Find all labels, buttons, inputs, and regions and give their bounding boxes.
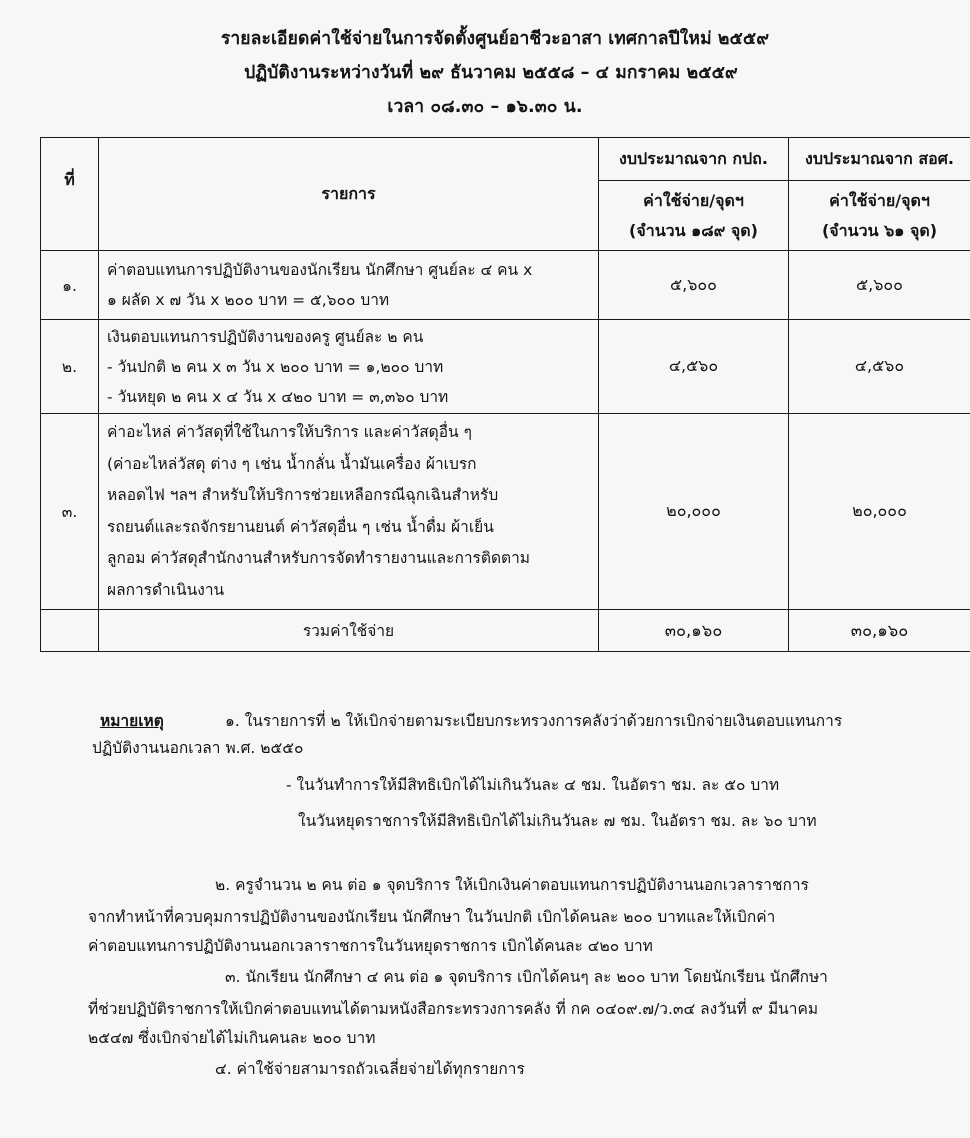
note-4-line-1: ๔. ค่าใช้จ่ายสามารถถัวเฉลี่ยจ่ายได้ทุกรายการ (215, 1060, 525, 1078)
row-item-line: - วันปกติ ๒ คน x ๓ วัน x ๒๐๐ บาท = ๑,๒๐๐ บาท (107, 357, 444, 376)
row-no: ๓. (41, 414, 99, 610)
budget2-sub2: (จำนวน ๖๑ จุด) (821, 220, 938, 240)
note-3-line-1: ๓. นักเรียน นักศึกษา ๔ คน ต่อ ๑ จุดบริการ เบิกได้คนๆ ละ ๒๐๐ บาท โดยนักเรียน นักศึกษา (225, 968, 828, 986)
row-item-line: ลูกอม ค่าวัสดุสำนักงานสำหรับการจัดทำรายงานและการติดตาม (107, 549, 531, 567)
row-item (99, 320, 599, 414)
note-3-line-2: ที่ช่วยปฏิบัติราชการให้เบิกค่าตอบแทนได้ตามหนังสือกระทรวงการคลัง ที่ กค ๐๔๐๙.๗/ว.๓๔ ลงวันที่ ๙ มีนาคม (88, 1000, 819, 1018)
total-label: รวมค่าใช้จ่าย (99, 610, 599, 652)
table-row (41, 320, 970, 414)
row-item-line: - วันหยุด ๒ คน x ๔ วัน x ๔๒๐ บาท = ๓,๓๖๐ บาท (107, 387, 449, 406)
row-item-line: ค่าอะไหล่ ค่าวัสดุที่ใช้ในการให้บริการ และค่าวัสดุอื่น ๆ (107, 423, 472, 441)
row-budget2: ๔,๕๖๐ (789, 320, 970, 414)
table-row (41, 251, 970, 320)
budget2-sub1: ค่าใช้จ่าย/จุดฯ (829, 190, 930, 210)
note-3-line-3: ๒๕๔๗ ซึ่งเบิกจ่ายได้ไม่เกินคนละ ๒๐๐ บาท (88, 1029, 376, 1047)
row-item-line: ค่าตอบแทนการปฏิบัติงานของนักเรียน นักศึกษา ศูนย์ละ ๔ คน x (107, 261, 533, 279)
budget1-sub2: (จำนวน ๑๘๙ จุด) (629, 220, 758, 240)
row-item (99, 414, 599, 610)
row-budget1: ๕,๖๐๐ (599, 251, 789, 320)
header-budget2-sub (789, 181, 970, 251)
row-no: ๑. (41, 251, 99, 320)
row-item-line: รถยนต์และรถจักรยานยนต์ ค่าวัสดุอื่น ๆ เช่น น้ำดื่ม ผ้าเย็น (107, 517, 494, 536)
row-item (99, 251, 599, 320)
note-2-line-2: จากทำหน้าที่ควบคุมการปฏิบัติงานของนักเรียน นักศึกษา ในวันปกติ เบิกได้คนละ ๒๐๐ บาทและให้เบิกค่า (88, 908, 776, 926)
header-budget1-title: งบประมาณจาก กปถ. (599, 138, 789, 181)
table-header-row (41, 138, 970, 181)
row-item-line: (ค่าอะไหล่วัสดุ ต่าง ๆ เช่น น้ำกลั่น น้ำมันเครื่อง ผ้าเบรก (107, 454, 477, 473)
header-period: ปฏิบัติงานระหว่างวันที่ ๒๙ ธันวาคม ๒๕๕๘ – ๔ มกราคม ๒๕๕๙ (244, 63, 738, 83)
row-item-line: เงินตอบแทนการปฏิบัติงานของครู ศูนย์ละ ๒ คน (107, 327, 424, 346)
row-item-line: ผลการดำเนินงาน (107, 580, 225, 599)
document-header (0, 22, 970, 124)
note-1-sub-1: - ในวันทำการให้มีสิทธิเบิกได้ไม่เกินวันละ ๔ ชม. ในอัตรา ชม. ละ ๕๐ บาท (286, 776, 780, 794)
header-budget1-sub (599, 181, 789, 251)
row-budget1: ๔,๕๖๐ (599, 320, 789, 414)
header-time: เวลา ๐๘.๓๐ – ๑๖.๓๐ น. (387, 97, 583, 117)
note-1-line-2: ปฏิบัติงานนอกเวลา พ.ศ. ๒๕๕๐ (92, 739, 304, 757)
row-no: ๒. (41, 320, 99, 414)
row-budget2: ๕,๖๐๐ (789, 251, 970, 320)
note-2-line-1: ๒. ครูจำนวน ๒ คน ต่อ ๑ จุดบริการ ให้เบิกเงินค่าตอบแทนการปฏิบัติงานนอกเวลาราชการ (215, 876, 809, 894)
total-budget1: ๓๐,๑๖๐ (599, 610, 789, 652)
table-row (41, 414, 970, 610)
header-title: รายละเอียดค่าใช้จ่ายในการจัดตั้งศูนย์อาชีวะอาสา เทศกาลปีใหม่ ๒๕๕๙ (220, 29, 770, 49)
header-item: รายการ (99, 138, 599, 251)
note-1-sub-2: ในวันหยุดราชการให้มีสิทธิเบิกได้ไม่เกินวันละ ๗ ชม. ในอัตรา ชม. ละ ๖๐ บาท (298, 812, 817, 830)
row-item-line: ๑ ผลัด x ๗ วัน x ๒๐๐ บาท = ๕,๖๐๐ บาท (107, 291, 390, 309)
row-budget2: ๒๐,๐๐๐ (789, 414, 970, 610)
budget1-sub1: ค่าใช้จ่าย/จุดฯ (643, 190, 744, 210)
row-item-line: หลอดไฟ ฯลฯ สำหรับให้บริการช่วยเหลือกรณีฉุกเฉินสำหรับ (107, 486, 499, 504)
total-no-cell (41, 610, 99, 652)
table-total-row (41, 610, 970, 652)
total-budget2: ๓๐,๑๖๐ (789, 610, 970, 652)
row-budget1: ๒๐,๐๐๐ (599, 414, 789, 610)
budget-table (40, 137, 970, 652)
notes-title: หมายเหตุ (100, 712, 164, 730)
note-2-line-3: ค่าตอบแทนการปฏิบัติงานนอกเวลาราชการในวันหยุดราชการ เบิกได้คนละ ๔๒๐ บาท (88, 937, 653, 955)
note-1-line-1: ๑. ในรายการที่ ๒ ให้เบิกจ่ายตามระเบียบกระทรวงการคลังว่าด้วยการเบิกจ่ายเงินตอบแทนการ (225, 712, 843, 730)
header-budget2-title: งบประมาณจาก สอศ. (789, 138, 970, 181)
header-no: ที่ (41, 138, 99, 251)
